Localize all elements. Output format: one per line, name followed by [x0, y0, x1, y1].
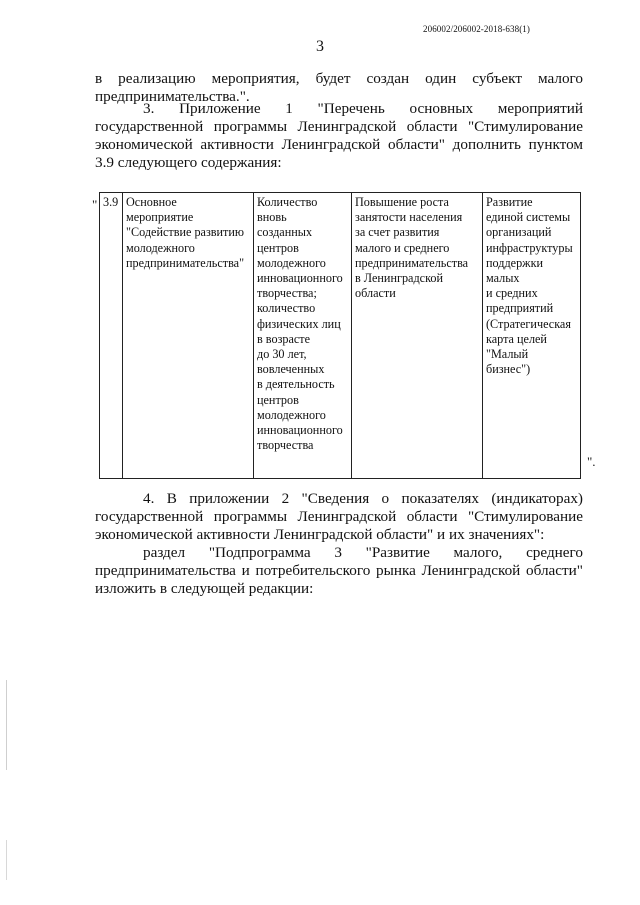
scan-margin-mark — [6, 840, 7, 880]
paragraph-continuation: в реализацию мероприятия, будет создан один субъект малого предпринимательства.". — [95, 70, 583, 105]
cell-result — [352, 193, 483, 479]
cell-main-event — [123, 193, 254, 479]
table-closing-quote: ". — [587, 454, 596, 469]
result-text: Повышение роста занятости населения за счет развития малого и среднего предпринимательства в Ленинградской области — [355, 195, 469, 301]
table-row — [100, 193, 581, 479]
table-opening-quote: " — [92, 197, 98, 212]
indicator-text: Количество вновь созданных центров молодежного инновационного творчества; количество физических лиц в возрасте до 30 лет, вовлеченных в деятельность центров молодежного инновационного творчества — [257, 195, 343, 453]
measures-table — [99, 192, 581, 479]
document-id: 206002/206002-2018-638(1) — [423, 24, 530, 34]
cell-indicator — [254, 193, 352, 479]
scan-margin-mark — [6, 680, 7, 770]
main-event-text: Основное мероприятие "Содействие развитию молодежного предпринимательства" — [126, 195, 245, 270]
item-number: 3.9 — [103, 195, 119, 209]
paragraph-item-3: 3. Приложение 1 "Перечень основных мероприятий государственной программы Ленинградской области "Стимулирование экономической активности Ленинградской области" дополнить пунктом 3.9 следующего содержания: — [95, 100, 583, 171]
relation-text: Развитие единой системы организаций инфраструктуры поддержки малых и средних предприятий (Стратегическая карта целей "Малый бизнес") — [486, 195, 573, 377]
page-number: 3 — [316, 38, 324, 55]
cell-relation — [483, 193, 581, 479]
paragraph-section: раздел "Подпрограмма 3 "Развитие малого, среднего предпринимательства и потребительского рынка Ленинградской области" изложить в следующей редакции: — [95, 544, 583, 597]
paragraph-item-4: 4. В приложении 2 "Сведения о показателях (индикаторах) государственной программы Ленинградской области "Стимулирование экономической активности Ленинградской области" и их значениях": — [95, 490, 583, 543]
cell-item-number — [100, 193, 123, 479]
